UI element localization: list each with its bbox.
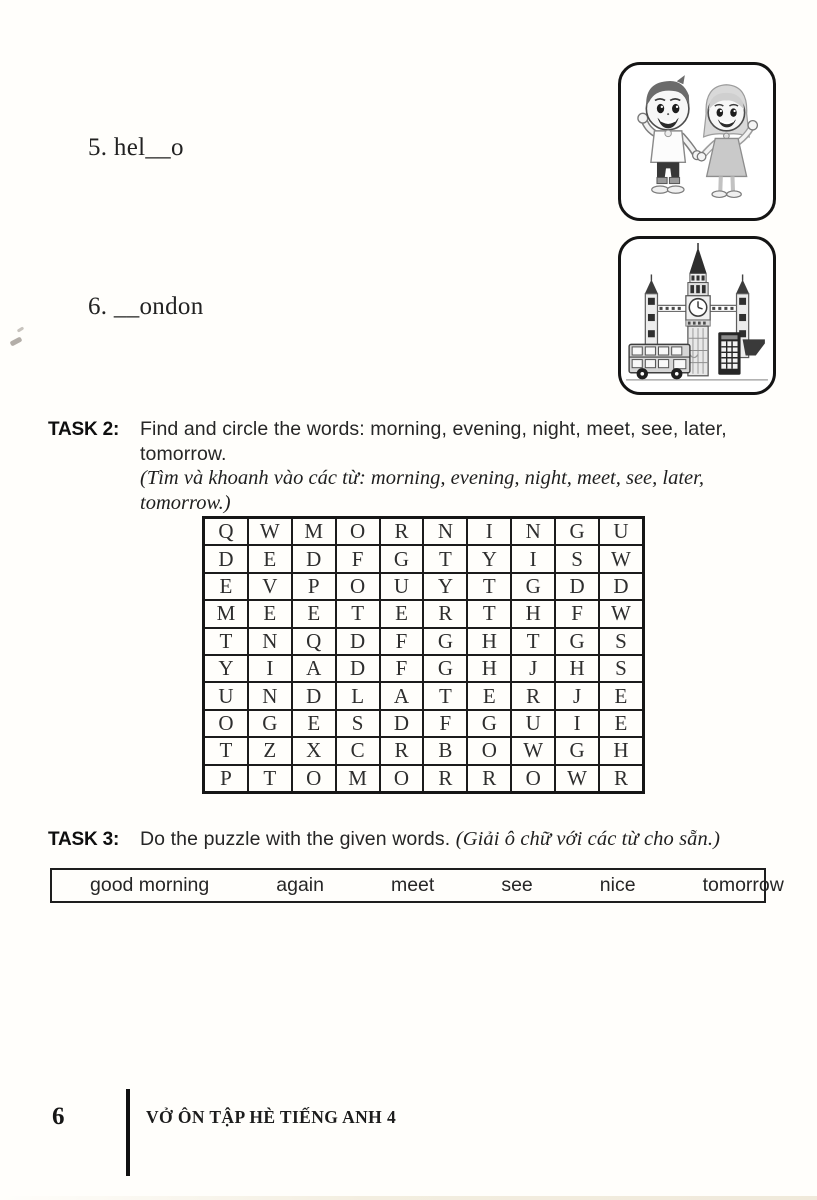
word-bank-item: meet	[390, 874, 435, 896]
london-illustration	[618, 236, 776, 395]
grid-cell: R	[511, 682, 555, 709]
grid-row	[204, 628, 644, 655]
grid-cell: A	[380, 682, 424, 709]
grid-cell: R	[599, 765, 643, 793]
grid-cell: E	[204, 573, 248, 600]
word-bank	[50, 868, 784, 903]
grid-cell: G	[467, 710, 511, 737]
word-bank-item: nice	[599, 874, 636, 896]
task3-label: TASK 3:	[48, 829, 120, 850]
grid-cell: E	[248, 545, 292, 572]
grid-cell: T	[248, 765, 292, 793]
grid-cell: Z	[248, 737, 292, 764]
task3-instruction-en: Do the puzzle with the given words.	[140, 828, 451, 850]
grid-cell: T	[467, 573, 511, 600]
grid-cell: N	[511, 518, 555, 546]
grid-cell: R	[380, 518, 424, 546]
grid-cell: S	[599, 655, 643, 682]
grid-cell: D	[336, 628, 380, 655]
grid-cell: D	[599, 573, 643, 600]
grid-cell: I	[555, 710, 599, 737]
grid-cell: W	[599, 600, 643, 627]
grid-cell: N	[248, 628, 292, 655]
word-bank-item: again	[276, 874, 324, 896]
london-landmarks-icon	[621, 239, 773, 392]
grid-cell: U	[204, 682, 248, 709]
footer-divider	[126, 1089, 130, 1176]
word-bank-item: see	[501, 874, 533, 896]
grid-row	[204, 545, 644, 572]
task3-instruction	[140, 827, 788, 852]
grid-cell: U	[599, 518, 643, 546]
hello-kids-illustration	[618, 62, 776, 221]
grid-cell: P	[292, 573, 336, 600]
grid-cell: F	[336, 545, 380, 572]
grid-cell: H	[599, 737, 643, 764]
grid-cell: R	[423, 765, 467, 793]
grid-cell: G	[248, 710, 292, 737]
grid-row	[204, 518, 644, 546]
word-search-grid-body	[204, 518, 644, 793]
grid-cell: E	[380, 600, 424, 627]
grid-cell: E	[599, 710, 643, 737]
task2-instruction-vi-line1: (Tìm và khoanh vào các từ: morning, evening, night, meet, see, later,	[140, 467, 704, 489]
grid-cell: E	[292, 710, 336, 737]
task2-instruction-en-line2: tomorrow.	[140, 442, 227, 465]
grid-cell: M	[204, 600, 248, 627]
grid-cell: H	[467, 628, 511, 655]
grid-cell: J	[555, 682, 599, 709]
grid-cell: H	[467, 655, 511, 682]
grid-cell: H	[555, 655, 599, 682]
grid-cell: L	[336, 682, 380, 709]
task2-instruction-en-line1: Find and circle the words: morning, evening, night, meet, see, later,	[140, 418, 727, 440]
scan-smudge	[8, 326, 26, 348]
grid-cell: O	[467, 737, 511, 764]
grid-cell: H	[511, 600, 555, 627]
grid-cell: D	[336, 655, 380, 682]
grid-cell: F	[380, 628, 424, 655]
task2-instruction-vi-line2: tomorrow.)	[140, 492, 231, 514]
grid-row	[204, 737, 644, 764]
grid-cell: Y	[423, 573, 467, 600]
grid-cell: G	[423, 628, 467, 655]
grid-cell: D	[292, 545, 336, 572]
grid-cell: T	[336, 600, 380, 627]
grid-cell: T	[467, 600, 511, 627]
task2-instruction-vi	[140, 466, 788, 516]
grid-cell: S	[599, 628, 643, 655]
task3-instruction-vi: (Giải ô chữ với các từ cho sẵn.)	[455, 828, 720, 850]
grid-cell: F	[423, 710, 467, 737]
grid-cell: A	[292, 655, 336, 682]
grid-cell: E	[599, 682, 643, 709]
grid-cell: V	[248, 573, 292, 600]
grid-cell: D	[204, 545, 248, 572]
grid-cell: W	[511, 737, 555, 764]
grid-cell: D	[292, 682, 336, 709]
grid-cell: R	[467, 765, 511, 793]
grid-cell: F	[555, 600, 599, 627]
grid-cell: G	[555, 737, 599, 764]
grid-cell: O	[511, 765, 555, 793]
scan-bottom-edge	[0, 1196, 817, 1200]
grid-cell: Q	[204, 518, 248, 546]
grid-cell: M	[336, 765, 380, 793]
grid-cell: G	[423, 655, 467, 682]
grid-cell: M	[292, 518, 336, 546]
grid-cell: O	[380, 765, 424, 793]
grid-cell: O	[336, 573, 380, 600]
grid-cell: E	[292, 600, 336, 627]
grid-cell: R	[380, 737, 424, 764]
grid-cell: O	[292, 765, 336, 793]
grid-cell: I	[467, 518, 511, 546]
grid-cell: S	[336, 710, 380, 737]
grid-cell: R	[423, 600, 467, 627]
grid-cell: T	[423, 682, 467, 709]
fill-in-item-6: 6. __ondon	[88, 293, 204, 320]
grid-cell: N	[248, 682, 292, 709]
grid-cell: P	[204, 765, 248, 793]
word-bank-item: good morning	[90, 874, 210, 896]
grid-cell: W	[555, 765, 599, 793]
grid-row	[204, 710, 644, 737]
grid-row	[204, 573, 644, 600]
grid-cell: G	[555, 518, 599, 546]
grid-cell: Q	[292, 628, 336, 655]
grid-cell: Y	[204, 655, 248, 682]
grid-row	[204, 682, 644, 709]
word-search-grid	[202, 516, 645, 794]
grid-cell: U	[380, 573, 424, 600]
footer-book-title: VỞ ÔN TẬP HÈ TIẾNG ANH 4	[146, 1107, 397, 1127]
grid-cell: O	[336, 518, 380, 546]
boy-girl-waving-icon	[621, 65, 773, 218]
grid-cell: E	[467, 682, 511, 709]
grid-cell: G	[555, 628, 599, 655]
grid-cell: O	[204, 710, 248, 737]
grid-cell: T	[423, 545, 467, 572]
page-number: 6	[52, 1103, 65, 1130]
word-bank-item: tomorrow	[702, 874, 784, 896]
grid-cell: C	[336, 737, 380, 764]
grid-row	[204, 655, 644, 682]
task2-instruction-en	[140, 417, 788, 466]
grid-cell: I	[248, 655, 292, 682]
grid-cell: Y	[467, 545, 511, 572]
grid-row	[204, 765, 644, 793]
grid-cell: S	[555, 545, 599, 572]
grid-cell: I	[511, 545, 555, 572]
grid-cell: D	[380, 710, 424, 737]
grid-cell: B	[423, 737, 467, 764]
grid-cell: W	[248, 518, 292, 546]
grid-cell: E	[248, 600, 292, 627]
grid-cell: X	[292, 737, 336, 764]
grid-cell: N	[423, 518, 467, 546]
task2-label: TASK 2:	[48, 419, 120, 440]
grid-cell: U	[511, 710, 555, 737]
grid-cell: T	[204, 737, 248, 764]
grid-cell: D	[555, 573, 599, 600]
grid-cell: T	[511, 628, 555, 655]
grid-row	[204, 600, 644, 627]
grid-cell: F	[380, 655, 424, 682]
grid-cell: J	[511, 655, 555, 682]
grid-cell: W	[599, 545, 643, 572]
grid-cell: G	[511, 573, 555, 600]
grid-cell: T	[204, 628, 248, 655]
fill-in-item-5: 5. hel__o	[88, 134, 184, 161]
grid-cell: G	[380, 545, 424, 572]
